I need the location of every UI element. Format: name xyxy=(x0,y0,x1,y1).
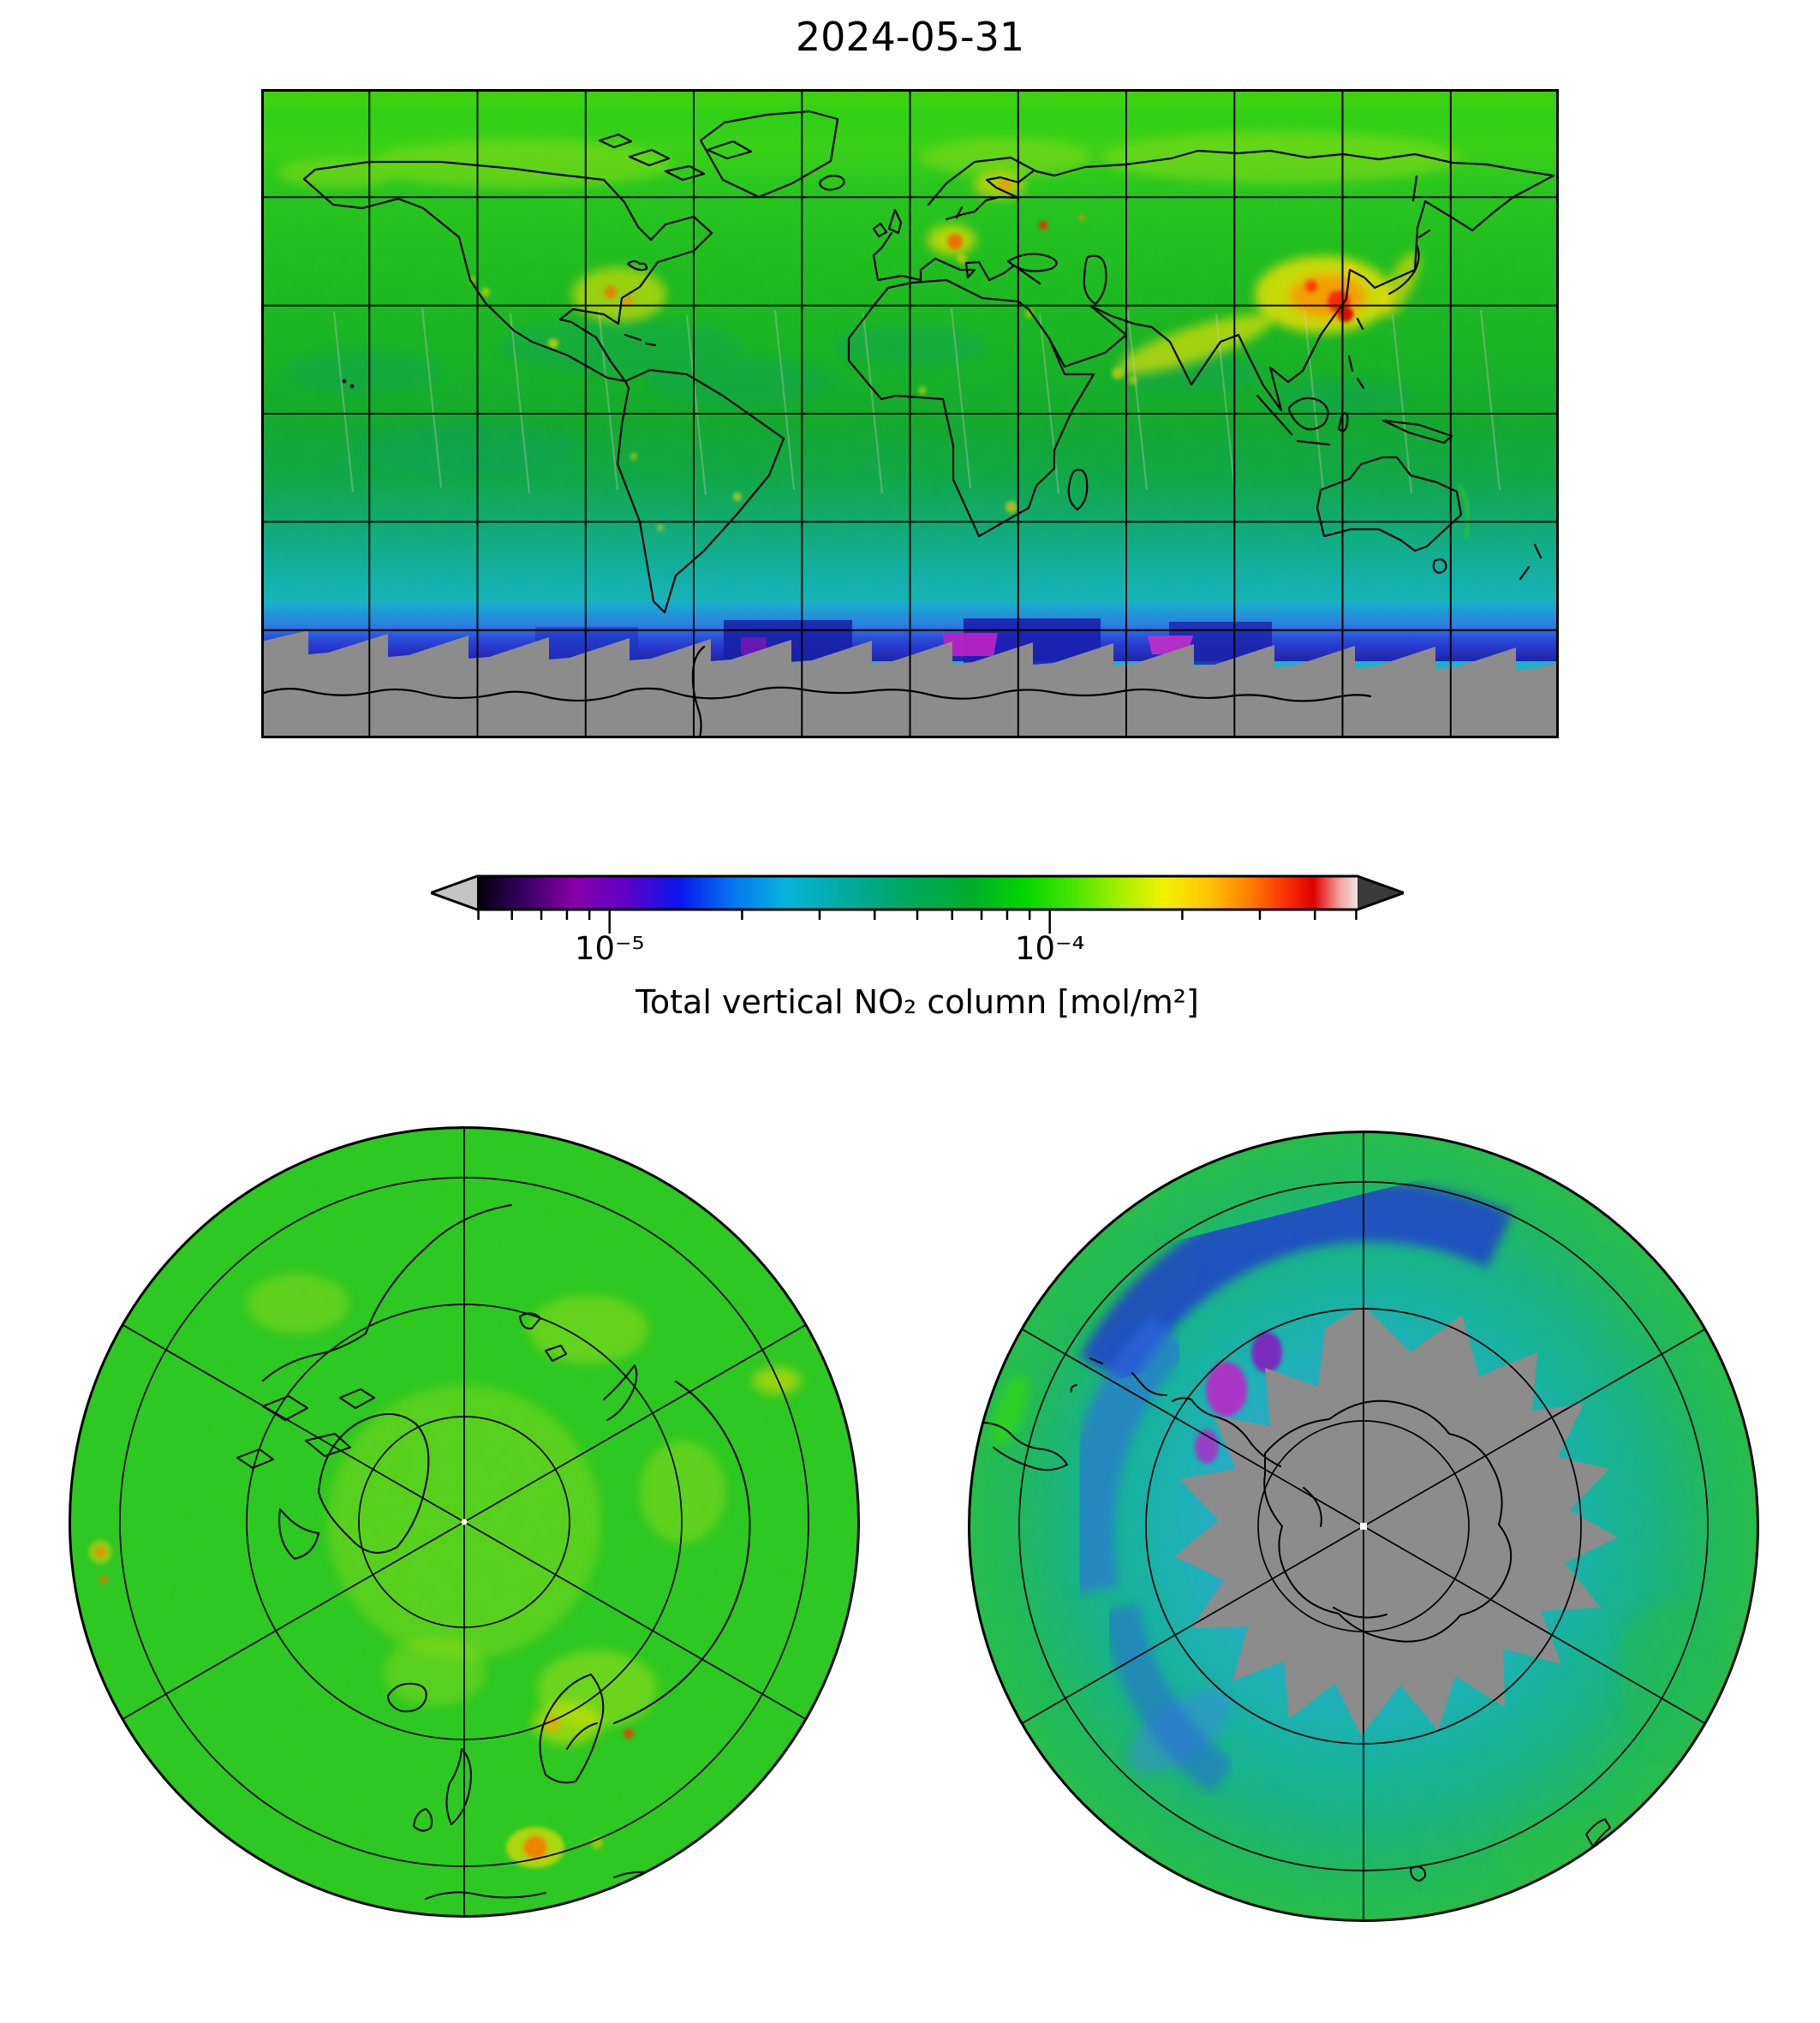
hotspot-lagos xyxy=(918,386,927,395)
np-pole-dot xyxy=(462,1519,468,1525)
global-map-panel xyxy=(261,89,1559,738)
hotspot-mexico-city xyxy=(548,338,558,349)
hotspot-us-west xyxy=(481,288,490,296)
colorbar-gradient-bar xyxy=(477,876,1358,910)
hotspot-persian-gulf xyxy=(1112,367,1124,379)
colorbar-tick-label: 10⁻⁵ xyxy=(574,930,645,967)
colorbar-over-arrow xyxy=(1358,876,1404,910)
north-polar-panel xyxy=(66,1124,862,1920)
south-polar-panel xyxy=(965,1128,1762,1925)
sp-magenta-patch-2 xyxy=(1195,1429,1219,1464)
np-hotspot-moscow xyxy=(624,1728,634,1739)
colorbar-under-arrow xyxy=(431,876,477,910)
hotspot-po-valley xyxy=(957,254,967,264)
colorbar xyxy=(431,874,1404,936)
colorbar-axis-label: Total vertical NO₂ column [mol/m²] xyxy=(636,983,1199,1021)
hotspot-sao-paulo xyxy=(733,492,742,501)
hotspot-moscow xyxy=(1039,221,1047,230)
sp-pole-dot xyxy=(1360,1523,1367,1530)
colorbar-tick-label: 10⁻⁴ xyxy=(1014,930,1085,967)
figure-title: 2024-05-31 xyxy=(795,14,1025,60)
